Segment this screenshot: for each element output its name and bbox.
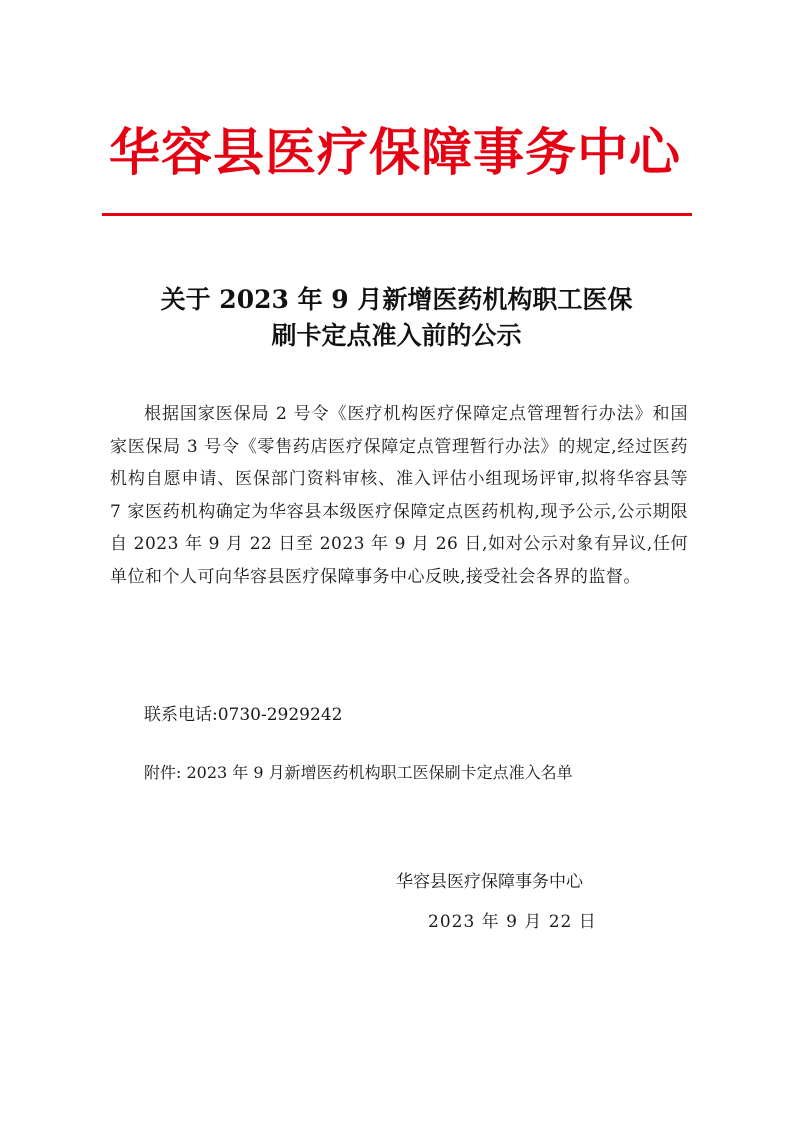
contact-phone: 联系电话:0730-2929242 <box>144 705 343 725</box>
signature-org: 华容县医疗保障事务中心 <box>396 872 583 892</box>
attachment-note: 附件: 2023 年 9 月新增医药机构职工医保刷卡定点准入名单 <box>144 763 573 782</box>
title-line-2: 刷卡定点准入前的公示 <box>271 321 522 350</box>
body-paragraph: 根据国家医保局 2 号令《医疗机构医疗保障定点管理暂行办法》和国家医保局 3 号令《零售药店医疗保障定点管理暂行办法》的规定,经过医药机构自愿申请、医保部门资料审核、准入评估小组现场评审,拟将华容县等 7 家医药机构确定为华容县本级医疗保障定点医药机构,现予公示,公示期限自 2023 年 9 月 22 日至 2023 年 9 月 26 日,如对公示对象有异议,任何单位和个人可向华容县医疗保障事务中心反映,接受社会各界的监督。 <box>110 404 688 587</box>
signature-date: 2023 年 9 月 22 日 <box>428 912 597 932</box>
document-title <box>60 282 733 354</box>
title-line-1: 关于 2023 年 9 月新增医药机构职工医保 <box>160 285 633 314</box>
letterhead-org-name: 华容县医疗保障事务中心 <box>108 123 681 183</box>
letterhead-red-rule <box>102 213 692 216</box>
